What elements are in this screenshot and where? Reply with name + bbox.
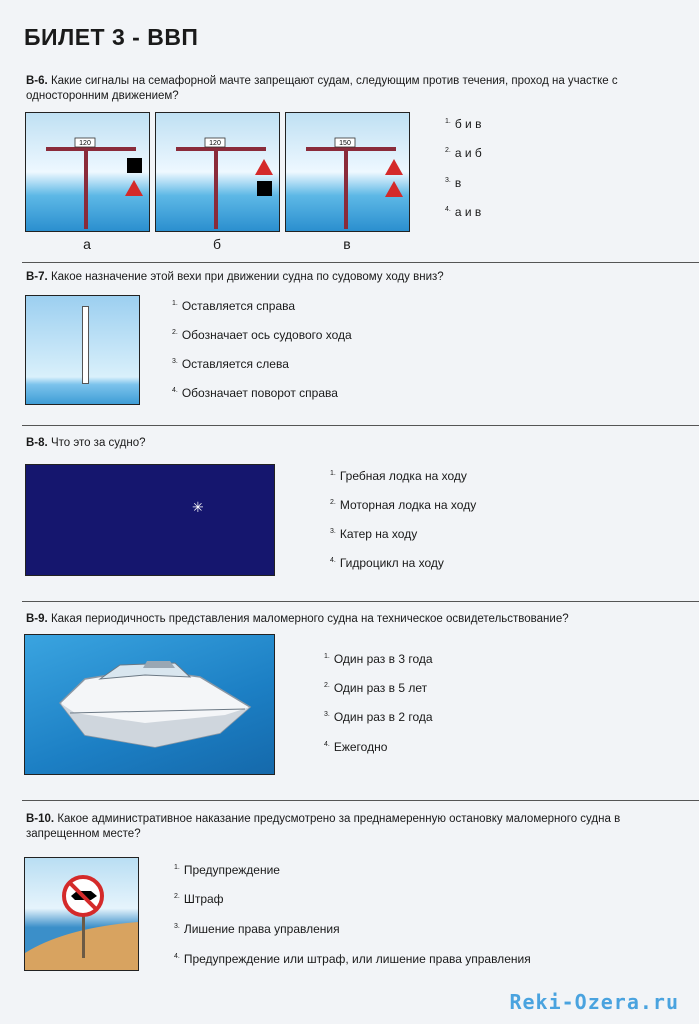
q10-answer-2[interactable]: $^{2.}$ Штраф (174, 892, 224, 906)
question-9-number: В-9. (26, 613, 48, 625)
question-10 (26, 812, 676, 842)
question-7-number: В-7. (26, 271, 48, 283)
red-triangle-shape (385, 159, 403, 175)
red-triangle-shape (385, 181, 403, 197)
no-stopping-sign-image (24, 857, 139, 971)
mast-sign-b: 120 (209, 140, 221, 147)
red-triangle-shape (125, 180, 143, 196)
q6-answer-1[interactable]: $^{1.}$ б и в (445, 117, 482, 131)
divider (22, 262, 699, 263)
question-6-text: Какие сигналы на семафорной мачте запрещают судам, следующим против течения, проход на участке с односторонним движением? (26, 75, 618, 102)
mast-sign-a: 120 (79, 140, 91, 147)
semaphore-mast-b (156, 113, 279, 231)
night-vessel-image (25, 464, 275, 576)
q10-answer-1[interactable]: $^{1.}$ Предупреждение (174, 863, 280, 877)
page-title: БИЛЕТ 3 - ВВП (24, 24, 199, 50)
question-7 (26, 270, 676, 285)
footer-watermark: Reki-Ozera.ru (509, 990, 679, 1014)
semaphore-mast-a (26, 113, 149, 231)
q8-answer-2[interactable]: $^{2.}$ Моторная лодка на ходу (330, 498, 477, 512)
q9-answer-4[interactable]: $^{4.}$ Ежегодно (324, 740, 388, 754)
boat-illustration (25, 635, 274, 774)
white-light-icon: ✳ (192, 499, 204, 515)
q9-answer-1[interactable]: $^{1.}$ Один раз в 3 года (324, 652, 433, 666)
semaphore-panel-b (155, 112, 280, 232)
q7-answer-2[interactable]: $^{2.}$ Обозначает ось судового хода (172, 328, 352, 342)
q10-answer-3[interactable]: $^{3.}$ Лишение права управления (174, 922, 340, 936)
question-9 (26, 612, 676, 627)
buoy-image (25, 295, 140, 405)
red-triangle-shape (255, 159, 273, 175)
question-6-number: В-6. (26, 75, 48, 87)
q8-answer-1[interactable]: $^{1.}$ Гребная лодка на ходу (330, 469, 467, 483)
divider (22, 800, 699, 801)
white-pole-shape (82, 306, 89, 384)
divider (22, 425, 699, 426)
q7-answer-3[interactable]: $^{3.}$ Оставляется слева (172, 357, 289, 371)
motor-yacht-image (24, 634, 275, 775)
divider (22, 601, 699, 602)
black-square-shape (257, 181, 272, 196)
panel-label-a: а (83, 236, 91, 252)
q7-answer-4[interactable]: $^{4.}$ Обозначает поворот справа (172, 386, 338, 400)
black-square-shape (127, 158, 142, 173)
q6-answer-2[interactable]: $^{2.}$ а и б (445, 146, 482, 160)
q10-answer-4[interactable]: $^{4.}$ Предупреждение или штраф, или лишение права управления (174, 952, 531, 966)
q9-answer-3[interactable]: $^{3.}$ Один раз в 2 года (324, 710, 433, 724)
semaphore-panel-v (285, 112, 410, 232)
semaphore-mast-v (286, 113, 409, 231)
q7-answer-1[interactable]: $^{1.}$ Оставляется справа (172, 299, 296, 313)
question-7-text: Какое назначение этой вехи при движении судна по судовому ходу вниз? (50, 271, 444, 283)
question-8-text: Что это за судно? (50, 437, 146, 449)
q8-answer-3[interactable]: $^{3.}$ Катер на ходу (330, 527, 418, 541)
panel-label-b: б (212, 236, 222, 252)
question-10-number: В-10. (26, 813, 55, 825)
q8-answer-4[interactable]: $^{4.}$ Гидроцикл на ходу (330, 556, 444, 570)
question-8 (26, 436, 676, 451)
semaphore-panel-a (25, 112, 150, 232)
q9-answer-2[interactable]: $^{2.}$ Один раз в 5 лет (324, 681, 428, 695)
question-10-text: Какое административное наказание предусмотрено за преднамеренную остановку маломерного судна в запрещенном месте? (26, 813, 621, 840)
question-8-number: В-8. (26, 437, 48, 449)
panel-label-v: в (343, 236, 351, 252)
q6-answer-4[interactable]: $^{4.}$ а и в (445, 205, 482, 219)
prohibition-sign-icon (25, 858, 138, 970)
question-9-text: Какая периодичность представления маломерного судна на техническое освидетельствование? (50, 613, 569, 625)
mast-sign-v: 150 (339, 140, 351, 147)
q6-answer-3[interactable]: $^{3.}$ в (445, 176, 462, 190)
question-6 (26, 74, 676, 104)
